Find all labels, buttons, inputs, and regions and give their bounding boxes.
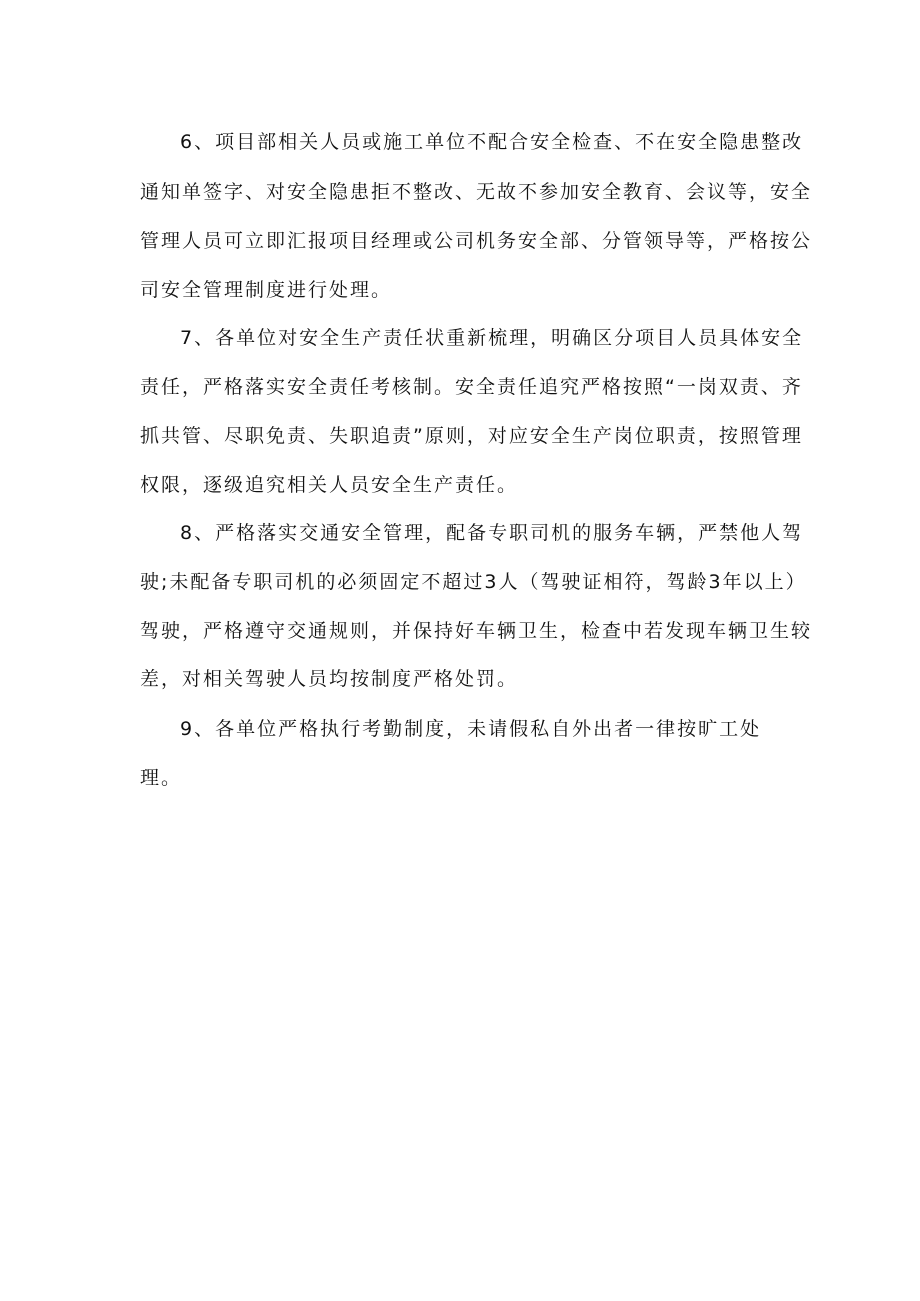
paragraph-6-line-2: 通知单签字、对安全隐患拒不整改、无故不参加安全教育、会议等，安全 (140, 181, 813, 203)
paragraph-8-line-4: 差，对相关驾驶人员均按制度严格处罚。 (140, 668, 519, 690)
paragraph-7-line-1: 7、各单位对安全生产责任状重新梳理，明确区分项目人员具体安全 (180, 327, 804, 349)
paragraph-8-line-3: 驾驶，严格遵守交通规则，并保持好车辆卫生，检查中若发现车辆卫生较 (140, 620, 813, 642)
paragraph-9-line-2: 理。 (140, 767, 183, 789)
paragraph-7-line-2: 责任，严格落实安全责任考核制。安全责任追究严格按照“一岗双责、齐 (140, 376, 803, 398)
paragraph-6-line-3: 管理人员可立即汇报项目经理或公司机务安全部、分管领导等，严格按公 (140, 230, 813, 252)
paragraph-6-line-4: 司安全管理制度进行处理。 (140, 279, 393, 301)
paragraph-8-line-2: 驶;未配备专职司机的必须固定不超过3人（驾驶证相符，驾龄3年以上） (140, 571, 807, 593)
paragraph-6-line-1: 6、项目部相关人员或施工单位不配合安全检查、不在安全隐患整改 (180, 131, 804, 153)
paragraph-7-line-3: 抓共管、尽职免责、失职追责”原则，对应安全生产岗位职责，按照管理 (140, 425, 803, 447)
paragraph-7-line-4: 权限，逐级追究相关人员安全生产责任。 (140, 474, 519, 496)
paragraph-9-line-1: 9、各单位严格执行考勤制度，未请假私自外出者一律按旷工处 (180, 718, 762, 740)
paragraph-8-line-1: 8、严格落实交通安全管理，配备专职司机的服务车辆，严禁他人驾 (180, 522, 804, 544)
